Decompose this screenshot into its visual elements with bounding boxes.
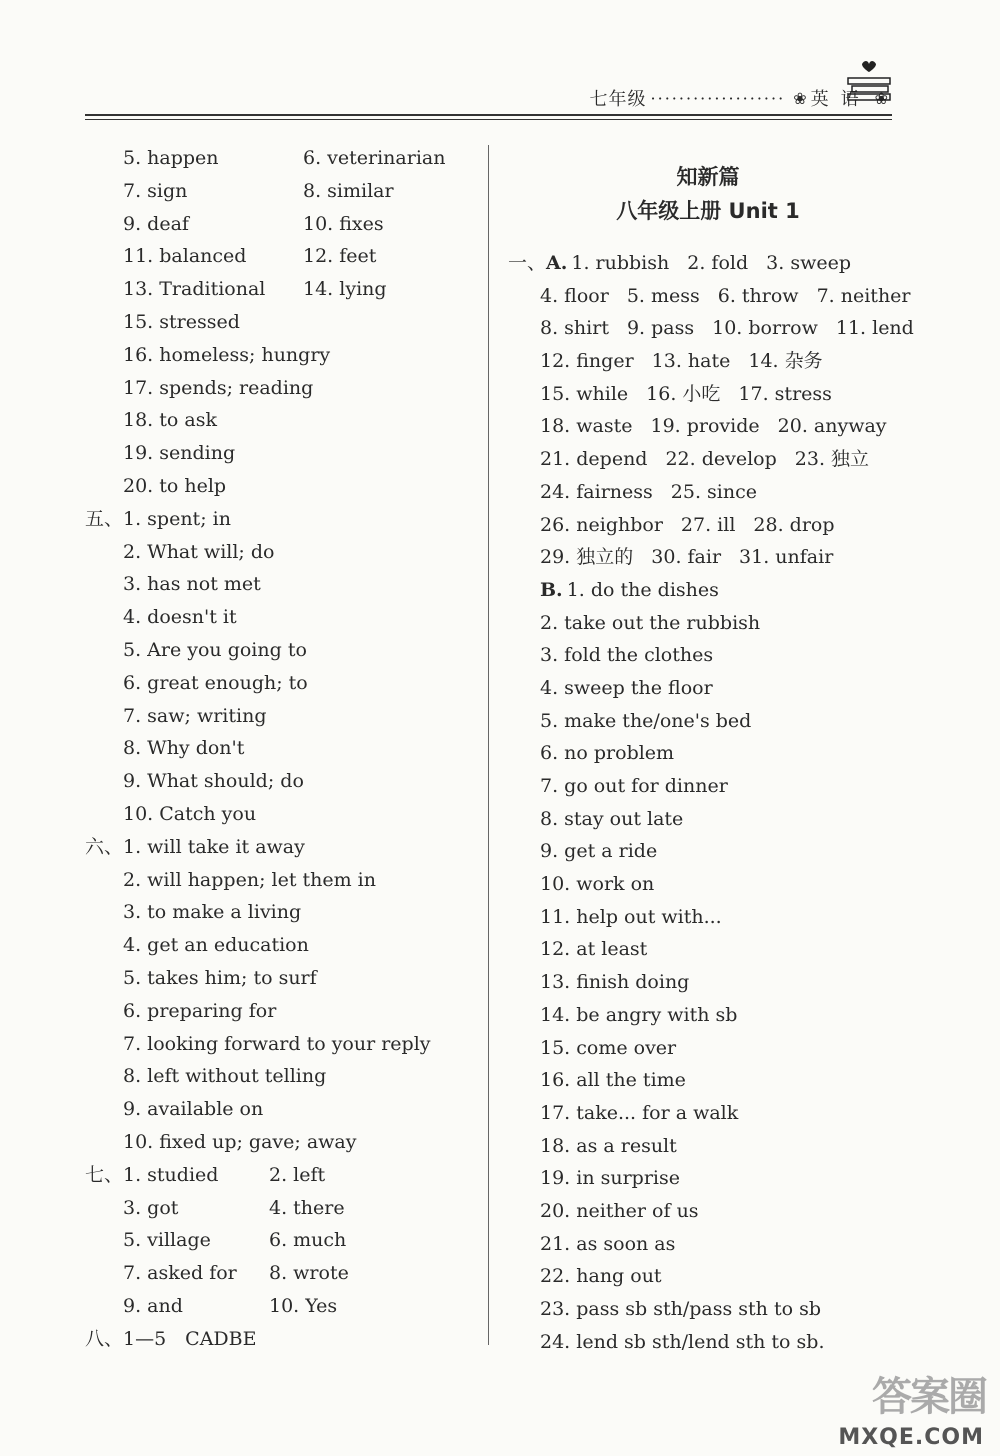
answer-row [85,340,485,373]
answer-item: 5. mess [626,284,700,307]
section-number: 五、 [85,507,124,530]
answer-item: 12. feet [303,245,377,268]
answer-item: 4. floor [540,284,609,307]
answer-row [85,1193,485,1226]
answer-item: 7. neither [816,284,911,307]
answer-row [85,1324,485,1357]
section-number: 六、 [85,835,124,858]
header-subject: 英语 [810,89,871,110]
answer-row [85,963,485,996]
answer-item: 16. homeless; hungry [123,343,331,366]
answer-item: 18. waste [540,415,633,438]
answer-item: 14. lying [303,278,387,301]
answer-item: 4. get an education [123,934,309,957]
answer-item: 21. depend [540,448,648,471]
answer-item: 1. spent; in [123,507,231,530]
answer-item: 6. no problem [540,742,675,765]
answer-row [508,248,908,281]
answer-item: 21. as soon as [540,1232,676,1255]
answer-item: 1. rubbish [571,252,670,274]
section-number: 一、 [508,252,547,274]
answer-item: 9. available on [123,1098,264,1121]
answer-row [508,477,908,510]
answer-item: 17. take... for a walk [540,1101,739,1124]
answer-item: 10. Catch you [123,802,257,825]
answer-item: 22. develop [665,448,777,471]
header-rule [85,114,892,116]
answer-item: 29. 独立的 [540,546,634,569]
answer-item: 19. in surprise [540,1167,680,1190]
answer-item: 2. take out the rubbish [540,611,761,634]
answer-item: 3. to make a living [123,901,302,924]
answer-item: 7. asked for [123,1262,237,1285]
answer-item: 3. fold the clothes [540,644,714,667]
answer-item: 9. deaf [123,212,189,235]
answer-item: 12. at least [540,938,648,961]
answer-row [85,405,485,438]
answer-item: 5. Are you going to [123,638,307,661]
answer-row [85,635,485,668]
answer-item: 2. What will; do [123,540,275,563]
answer-item: 6. preparing for [123,999,277,1022]
answer-item: 19. sending [123,442,236,465]
answer-item: 10. work on [540,873,655,896]
answer-item: 17. spends; reading [123,376,314,399]
answer-row [85,1061,485,1094]
answer-item: 23. pass sb sth/pass sth to sb [540,1298,821,1320]
section-title: 知新篇 [676,165,740,189]
answer-row [85,209,485,242]
answer-item: 9. pass [626,317,695,340]
answer-item: 30. fair [651,546,722,569]
answer-item: 15. stressed [123,310,240,333]
header-rule-thin [85,119,892,120]
section-number: 七、 [85,1163,124,1186]
answer-row [508,346,908,379]
answer-row [508,1196,908,1229]
answer-item: 1—5 CADBE [123,1327,257,1350]
answer-item: 6. veterinarian [303,147,446,169]
unit-title: 八年级上册 Unit 1 [616,199,800,223]
answer-row [508,836,908,869]
answer-item: 9. and [123,1294,183,1317]
answer-item: 6. great enough; to [123,671,308,694]
answer-row [508,411,908,444]
answer-row [508,608,908,641]
section-a [508,248,914,575]
answer-item: 19. provide [650,415,760,438]
answer-item: 12. finger [540,350,634,373]
answer-row [508,804,908,837]
answer-row [508,510,908,543]
watermark-logo: 答案圈 [872,1374,986,1420]
answer-item: 25. since [670,480,757,503]
answer-row [85,176,485,209]
answer-row [508,575,908,608]
flower-icon: ❀ [793,88,807,108]
answer-item: 13. Traditional [123,278,266,301]
answer-item: 2. fold [687,252,749,274]
answer-row [85,438,485,471]
answer-row [508,902,908,935]
answer-row [508,1098,908,1131]
answer-row [508,313,914,346]
answer-item: 1. studied [123,1163,219,1186]
answer-row [85,799,485,832]
answer-item: 28. drop [753,513,835,536]
answer-item: 11. balanced [123,245,247,268]
answer-row [85,373,485,406]
answer-item: 8. stay out late [540,807,684,830]
right-column [508,160,914,1359]
answer-row [85,668,485,701]
answer-item: 20. to help [123,474,227,497]
answer-item: 11. lend [835,317,914,340]
answer-item: 8. shirt [540,317,609,340]
section-number: 八、 [85,1327,124,1350]
answer-item: 8. left without telling [123,1065,327,1088]
answer-item: 3. has not met [123,573,261,596]
answer-item: 7. saw; writing [123,704,267,727]
answer-row [508,967,908,1000]
answer-row [85,241,485,274]
answer-item: 5. takes him; to surf [123,966,317,989]
answer-item: 7. sign [123,179,188,202]
answer-item: 6. throw [717,284,799,307]
section-b [508,575,908,1360]
answer-item: 31. unfair [739,546,834,569]
answer-row [85,1291,485,1324]
answer-row [85,1160,485,1193]
answer-row [508,1327,908,1360]
answer-item: 27. ill [680,513,736,536]
answer-item: 6. much [269,1229,347,1252]
answer-row [85,537,485,570]
answer-row [85,930,485,963]
answer-item: 13. finish doing [540,971,690,994]
answer-row [85,701,485,734]
answer-row [508,640,908,673]
answer-item: 23. 独立 [794,448,870,471]
answer-row [85,1029,485,1062]
answer-item: 3. sweep [766,252,851,274]
answer-row [508,1261,908,1294]
flower-icon: ❀ [874,88,888,108]
header-grade: 七年级 [589,89,647,110]
watermark-site: MXQE.COM [838,1425,984,1450]
answer-row [508,1065,908,1098]
book-stack-icon [846,60,892,110]
answer-row [85,1094,485,1127]
answer-row [85,766,485,799]
header-dots: ··················· [650,88,786,108]
answer-row [508,542,908,575]
answer-item: 10. borrow [712,317,818,340]
answer-item: 10. fixed up; gave; away [123,1130,357,1153]
answer-item: 4. doesn't it [123,606,237,629]
answer-item: 15. come over [540,1036,677,1059]
answer-item: 18. to ask [123,409,217,432]
answer-row [85,602,485,635]
answer-item: 22. hang out [540,1265,662,1288]
answer-item: 7. looking forward to your reply [123,1032,431,1055]
answer-item: 10. Yes [269,1294,338,1317]
answer-item: 9. get a ride [540,840,658,863]
answer-row [508,1131,908,1164]
answer-item: 1. will take it away [123,835,305,858]
answer-item: 16. all the time [540,1069,686,1092]
answer-row [508,869,908,902]
answer-item: 8. similar [303,179,394,202]
answer-item: 10. fixes [303,212,384,235]
answer-item: 17. stress [738,382,832,405]
answer-item: 7. go out for dinner [540,775,728,797]
answer-row [85,996,485,1029]
answer-row [508,1033,908,1066]
answer-item: 8. wrote [269,1262,349,1285]
part-label: B. [540,578,563,601]
answer-row [508,1229,908,1262]
answer-row [85,504,485,537]
answer-item: 11. help out with... [540,905,722,928]
left-column [85,143,485,1356]
answer-row [508,706,908,739]
answer-row [85,865,485,898]
answer-item: 14. be angry with sb [540,1003,738,1026]
answer-row [85,1127,485,1160]
answer-row [508,771,908,804]
answer-item: 16. 小吃 [646,382,721,405]
answer-item: 20. anyway [777,415,887,438]
answer-row [508,738,908,771]
answer-row [508,1294,908,1327]
answer-item: 9. What should; do [123,770,304,793]
answer-row [85,832,485,865]
answer-row [85,471,485,504]
answer-row [85,274,485,307]
answer-item: 4. sweep the floor [540,676,713,699]
answer-row [85,143,485,176]
answer-row [85,569,485,602]
answer-item: 13. hate [651,350,731,373]
answer-row [508,444,908,477]
part-label: A. [546,252,568,274]
answer-row [85,307,485,340]
answer-item: 15. while [540,382,629,405]
answer-item: 24. lend sb sth/lend sth to sb. [540,1330,825,1353]
answer-item: 24. fairness [540,480,653,503]
answer-row [85,897,485,930]
answer-item: 5. happen [123,147,219,169]
answer-item: 26. neighbor [540,513,663,536]
answer-item: 2. will happen; let them in [123,868,376,891]
answer-item: 5. make the/one's bed [540,709,752,732]
answer-item: 1. do the dishes [566,578,719,601]
answer-row [508,1163,908,1196]
answer-item: 14. 杂务 [748,350,823,373]
column-divider [488,145,489,1345]
answer-item: 2. left [269,1163,326,1186]
answer-item: 20. neither of us [540,1199,699,1222]
answer-row [508,934,908,967]
answer-row [508,673,908,706]
answer-item: 18. as a result [540,1134,677,1157]
answer-row [508,281,911,314]
answer-item: 8. Why don't [123,737,245,760]
answer-row [508,379,908,412]
answer-item: 4. there [269,1196,345,1219]
answer-row [85,1225,485,1258]
answer-item: 5. village [123,1229,211,1252]
answer-row [85,1258,485,1291]
answer-item: 3. got [123,1196,179,1219]
answer-row [508,1000,908,1033]
answer-row [85,733,485,766]
